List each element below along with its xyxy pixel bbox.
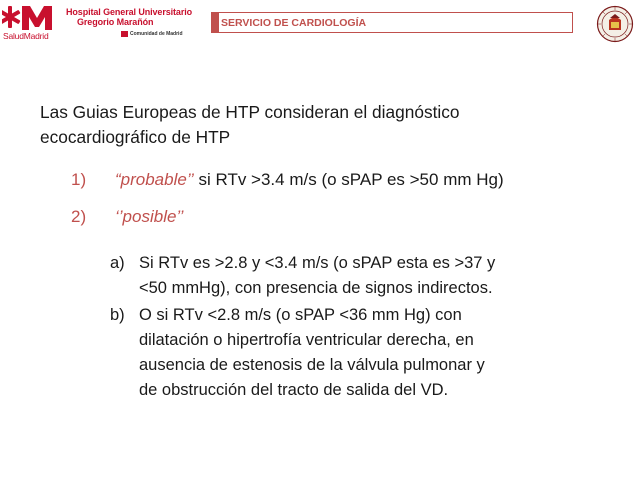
hospital-name-line1: Hospital General Universitario (66, 7, 193, 17)
intro-line-1: Las Guias Europeas de HTP consideran el diagnóstico (40, 102, 460, 122)
list-item (115, 170, 504, 190)
subitem-line: ausencia de estenosis de la válvula pulmonar y (139, 356, 485, 374)
subitem-line: <50 mmHg), con presencia de signos indirectos. (139, 279, 493, 297)
item-number: 1) (71, 170, 87, 189)
saludmadrid-logo-icon (2, 4, 62, 32)
item-number: 2) (71, 207, 87, 226)
subitem-line: Si RTv es >2.8 y <3.4 m/s (o sPAP esta es >37 y (139, 254, 496, 272)
hospital-name-line2: Gregorio Marañón (77, 17, 154, 27)
subitem-line: O si RTv <2.8 m/s (o sPAP <36 mm Hg) con (139, 306, 462, 324)
item-text: si RTv >3.4 m/s (o sPAP es >50 mm Hg) (193, 170, 504, 189)
intro-line-2: ecocardiográfico de HTP (40, 127, 231, 147)
item-term: “probable’’ (115, 170, 194, 189)
list-item (115, 207, 183, 227)
department-banner (211, 12, 573, 33)
subitem-line: de obstrucción del tracto de salida del VD. (139, 381, 449, 399)
comunidad-flag-icon (121, 31, 128, 37)
hospital-logo (2, 4, 192, 40)
subitem-letter: b) (110, 306, 125, 324)
department-title: SERVICIO DE CARDIOLOGÍA (221, 17, 367, 29)
subitem-line: dilatación o hipertrofía ventricular derecha, en (139, 331, 474, 349)
subitem-letter: a) (110, 254, 125, 272)
banner-accent-bar (212, 13, 219, 32)
comunidad-label: Comunidad de Madrid (130, 31, 183, 37)
item-term: ‘’posible’’ (115, 207, 184, 226)
saludmadrid-label: SaludMadrid (3, 31, 49, 41)
university-seal-icon (596, 5, 634, 43)
